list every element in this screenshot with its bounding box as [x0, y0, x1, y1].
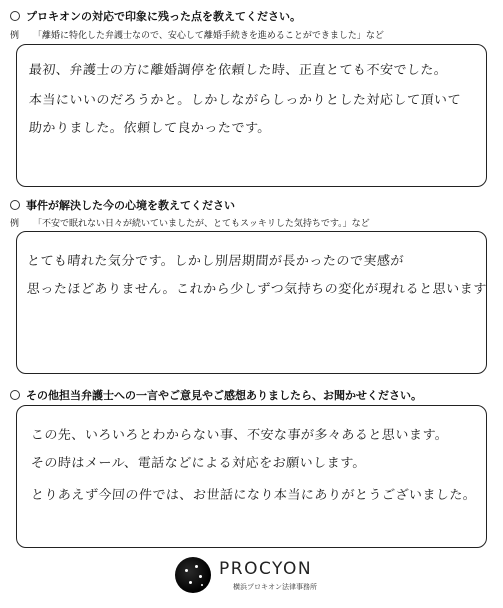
answer-2-line-1: とても晴れた気分です。しかし別居期間が長かったので実感が	[26, 254, 405, 269]
question-3-text: その他担当弁護士への一言やご意見やご感想ありましたら、お聞かせください。	[26, 389, 422, 402]
question-1-text: プロキオンの対応で印象に残った点を教えてください。	[26, 10, 301, 23]
procyon-logo	[173, 555, 333, 599]
example-1	[10, 28, 384, 41]
answer-1-line-3: 助かりました。依頼して良かったです。	[28, 121, 272, 136]
question-3	[10, 387, 422, 403]
question-2-text: 事件が解決した今の心境を教えてください	[26, 199, 235, 212]
checkbox-circle-icon	[10, 11, 20, 21]
example-1-text: 「離婚に特化した弁護士なので、安心して離婚手続きを進めることができました」など	[33, 31, 384, 41]
checkbox-circle-icon	[10, 200, 20, 210]
logo-subtitle: 横浜プロキオン法律事務所	[233, 583, 317, 591]
answer-box-3	[16, 405, 487, 548]
answer-2-line-2: 思ったほどありません。これから少しずつ気持ちの変化が現れると思います	[26, 282, 488, 297]
example-2-text: 「不安で眠れない日々が続いていましたが、とてもスッキリした気持ちです。」など	[33, 219, 370, 229]
answer-1-line-2: 本当にいいのだろうかと。しかしながらしっかりとした対応して頂いて	[28, 93, 462, 108]
answer-1-line-1: 最初、弁護士の方に離婚調停を依頼した時、正直とても不安でした。	[28, 63, 448, 78]
logo-name: PROCYON	[219, 559, 313, 579]
answer-3-line-1: この先、いろいろとわからない事、不安な事が多々あると思います。	[30, 428, 449, 443]
answer-box-1	[16, 44, 487, 187]
star-emblem-icon	[175, 557, 211, 593]
answer-box-2	[16, 231, 487, 374]
example-2-label: 例	[10, 219, 20, 229]
question-1	[10, 8, 301, 24]
checkbox-circle-icon	[10, 390, 20, 400]
answer-3-line-2: その時はメール、電話などによる対応をお願いします。	[30, 456, 367, 471]
example-2	[10, 216, 370, 229]
example-1-label: 例	[10, 31, 20, 41]
question-2	[10, 197, 235, 213]
answer-3-line-3: とりあえず今回の件では、お世話になり本当にありがとうございました。	[30, 488, 477, 503]
